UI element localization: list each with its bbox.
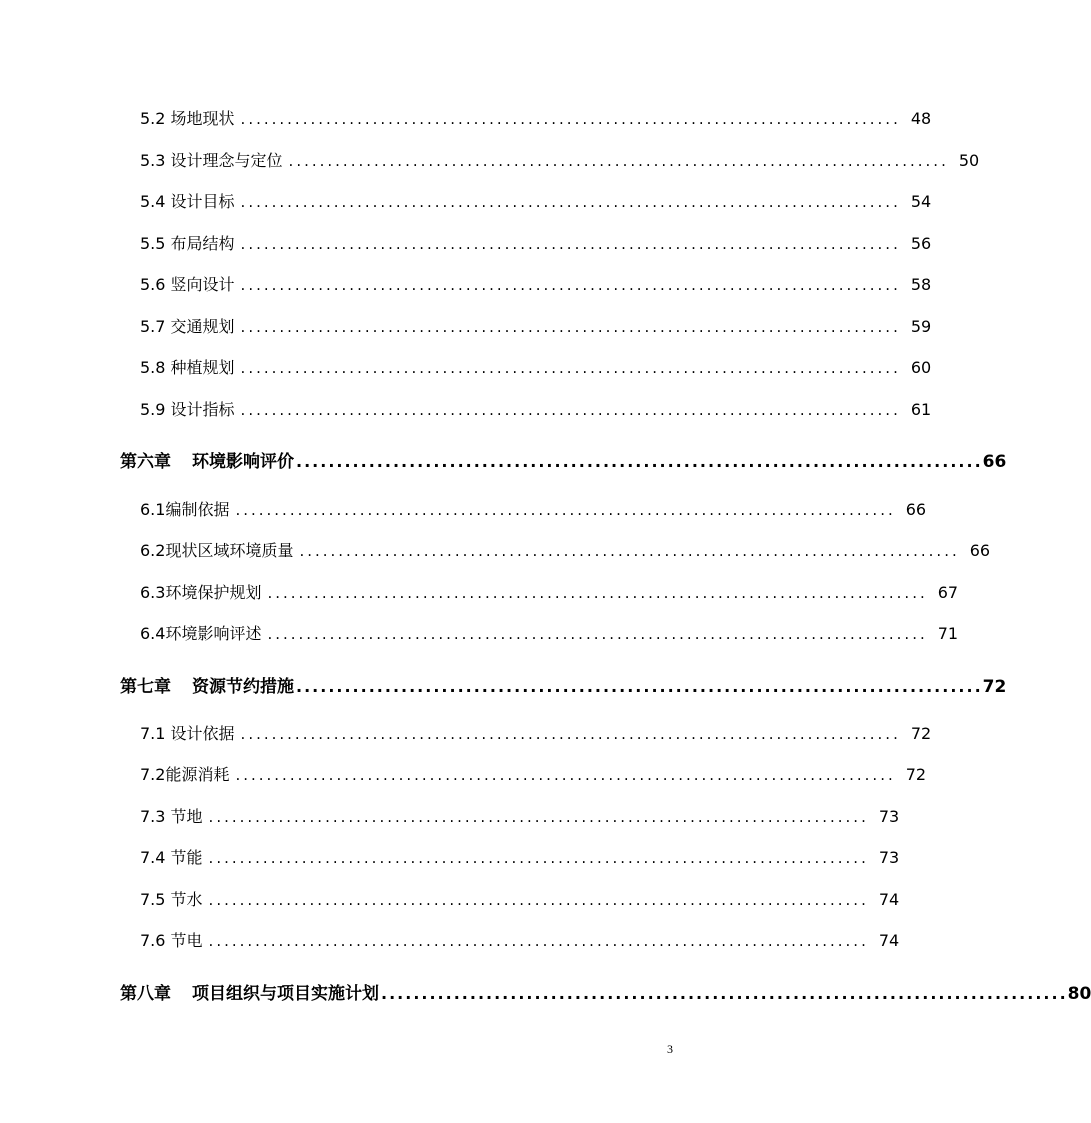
toc-entry[interactable] — [0, 106, 932, 130]
toc-leader-dots: ..................................................................................... — [240, 110, 901, 128]
toc-entry[interactable] — [0, 621, 959, 645]
chapter-title: 项目组织与项目实施计划 — [192, 984, 379, 1004]
toc-leader-dots: ..................................................................................... — [240, 725, 901, 743]
toc-chapter-entry[interactable] — [0, 447, 1007, 472]
toc-entry-label: 5.4 设计目标 — [140, 192, 235, 211]
toc-entry-page: 73 — [878, 807, 900, 826]
toc-leader-dots: ..................................................................................... — [208, 849, 869, 867]
toc-entry[interactable] — [0, 189, 932, 213]
toc-entry-page: 71 — [937, 624, 959, 643]
toc-entry[interactable] — [0, 497, 927, 521]
toc-leader-dots: ..................................................................................... — [299, 542, 960, 560]
toc-entry-page: 61 — [910, 400, 932, 419]
toc-entry-label: 5.2 场地现状 — [140, 109, 235, 128]
toc-leader-dots: ..................................................................................... — [240, 401, 901, 419]
toc-entry[interactable] — [0, 314, 932, 338]
toc-chapter-entry[interactable] — [0, 672, 1007, 697]
toc-entry[interactable] — [0, 397, 932, 421]
toc-entry-label: 5.8 种植规划 — [140, 358, 235, 377]
chapter-title: 环境影响评价 — [192, 452, 294, 472]
toc-leader-dots: ..................................................................................... — [240, 276, 901, 294]
toc-entry-page: 50 — [958, 151, 980, 170]
toc-leader-dots: ..................................................................................... — [235, 766, 896, 784]
toc-leader-dots: ..................................................................................... — [208, 891, 869, 909]
toc-entry[interactable] — [0, 928, 900, 952]
toc-entry-label: 7.1 设计依据 — [140, 724, 235, 743]
toc-entry[interactable] — [0, 887, 900, 911]
toc-entry-label: 5.7 交通规划 — [140, 317, 235, 336]
toc-entry-page: 60 — [910, 358, 932, 377]
toc-entry-label: 6.4环境影响评述 — [140, 624, 262, 643]
toc-entry[interactable] — [0, 845, 900, 869]
toc-leader-dots: ..................................................................................... — [240, 235, 901, 253]
footer-page-number: 3 — [667, 1042, 673, 1056]
toc-entry[interactable] — [0, 804, 900, 828]
toc-leader-dots: ..................................................................................... — [381, 984, 1068, 1003]
toc-entry-label: 5.6 竖向设计 — [140, 275, 235, 294]
toc-leader-dots: ..................................................................................... — [240, 318, 901, 336]
toc-entry-page: 59 — [910, 317, 932, 336]
toc-entry-label: 7.5 节水 — [140, 890, 203, 909]
toc-entry[interactable] — [0, 721, 932, 745]
toc-leader-dots: ..................................................................................... — [267, 625, 928, 643]
toc-entry-page: 54 — [910, 192, 932, 211]
toc-leader-dots: ..................................................................................... — [296, 452, 983, 471]
chapter-number: 第七章 — [120, 677, 171, 697]
toc-entry-page: 67 — [937, 583, 959, 602]
toc-leader-dots: ..................................................................................... — [288, 152, 949, 170]
toc-entry[interactable] — [0, 148, 980, 172]
toc-entry[interactable] — [0, 272, 932, 296]
toc-chapter-entry[interactable] — [0, 979, 1091, 1004]
toc-entry-label: 6.2现状区域环境质量 — [140, 541, 294, 560]
toc-leader-dots: ..................................................................................... — [240, 193, 901, 211]
toc-entry-page: 48 — [910, 109, 932, 128]
toc-leader-dots: ..................................................................................... — [208, 808, 869, 826]
toc-entry-page: 80 — [1067, 984, 1091, 1004]
toc-entry-label: 7.4 节能 — [140, 848, 203, 867]
toc-entry-page: 66 — [969, 541, 991, 560]
toc-entry-label: 5.3 设计理念与定位 — [140, 151, 283, 170]
toc-entry-label: 7.3 节地 — [140, 807, 203, 826]
toc-entry-page: 56 — [910, 234, 932, 253]
toc-leader-dots: ..................................................................................... — [208, 932, 869, 950]
toc-entry-page: 72 — [910, 724, 932, 743]
toc-leader-dots: ..................................................................................... — [235, 501, 896, 519]
toc-leader-dots: ..................................................................................... — [296, 677, 983, 696]
toc-entry-page: 72 — [905, 765, 927, 784]
toc-entry-label: 7.2能源消耗 — [140, 765, 230, 784]
toc-entry[interactable] — [0, 538, 991, 562]
toc-entry[interactable] — [0, 355, 932, 379]
toc-entry[interactable] — [0, 762, 927, 786]
toc-entry-page: 74 — [878, 931, 900, 950]
toc-entry-label: 5.5 布局结构 — [140, 234, 235, 253]
chapter-number: 第六章 — [120, 452, 171, 472]
toc-entry[interactable] — [0, 580, 959, 604]
chapter-number: 第八章 — [120, 984, 171, 1004]
toc-entry-page: 74 — [878, 890, 900, 909]
toc-entry-page: 72 — [982, 677, 1007, 697]
toc-entry-page: 66 — [905, 500, 927, 519]
toc-leader-dots: ..................................................................................... — [240, 359, 901, 377]
toc-entry-label: 5.9 设计指标 — [140, 400, 235, 419]
toc-entry-label: 6.1编制依据 — [140, 500, 230, 519]
toc-entry-label: 7.6 节电 — [140, 931, 203, 950]
toc-entry-page: 66 — [982, 452, 1007, 472]
toc-leader-dots: ..................................................................................... — [267, 584, 928, 602]
chapter-title: 资源节约措施 — [192, 677, 294, 697]
toc-entry-label: 6.3环境保护规划 — [140, 583, 262, 602]
toc-entry-page: 58 — [910, 275, 932, 294]
toc-entry-page: 73 — [878, 848, 900, 867]
toc-entry[interactable] — [0, 231, 932, 255]
